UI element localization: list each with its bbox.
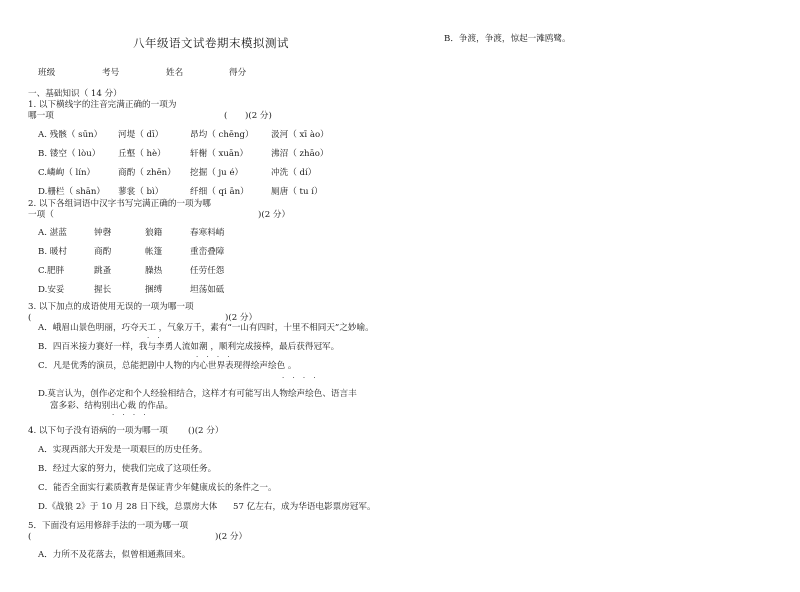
q1-option-c-4: 冲洗（ dí） [271, 168, 317, 178]
q5-option-a: A．力所不及花落去，似曾相通燕回来。 [38, 550, 191, 560]
emphasis-dots: · · [147, 334, 163, 342]
q1-option-d-4: 厕唐（ tu í） [271, 187, 323, 197]
q2-option-c-4: 任劳任怨 [190, 266, 225, 276]
q4-option-c: C．能否全面实行素质教育是保证青少年健康成长的条件之一。 [38, 483, 277, 493]
section-heading: 一、基础知识（ 14 分） [28, 89, 122, 99]
q1-option-c-3: 挖掘（ ju é） [190, 168, 244, 178]
q1-blank: ( [224, 111, 228, 121]
q5-paren: ( [28, 532, 32, 542]
q1-option-a-1: A. 残骸（ sūn） [38, 130, 103, 140]
q1-score: )(2 分) [245, 111, 272, 121]
q1-stem-line1: 1. 以下横线字的注音完满正确的一项为 [28, 100, 177, 110]
q3-score: )(2 分） [225, 313, 258, 323]
q4-option-a: A．实现西部大开发是一项艰巨的历史任务。 [38, 445, 208, 455]
q3-option-c: C．凡是优秀的演员，总能把剧中人物的内心世界表现得绘声绘色 。 [38, 361, 297, 371]
q1-stem-line2: 哪一项 [28, 111, 54, 121]
q1-option-b-4: 沸沼（ zhāo） [271, 149, 329, 159]
q1-option-a-4: 汲河（ xī ào） [271, 130, 329, 140]
q2-stem-line1: 2. 以下各组词语中汉字书写完满正确的一项为哪 [28, 199, 211, 209]
q1-option-d-3: 纤细（ qi ān） [190, 187, 249, 197]
q2-option-c-3: 臊热 [145, 266, 163, 276]
q2-option-b-2: 商酌 [94, 247, 112, 257]
q2-option-d-3: 捆缚 [145, 285, 163, 295]
q2-option-a-3: 狼籍 [145, 228, 163, 238]
name-label: 姓名 [166, 68, 184, 78]
q2-option-a-1: A. 湛蓝 [38, 228, 67, 238]
q1-option-a-2: 河堤（ dī） [118, 130, 164, 140]
q4-option-b: B．经过大家的努力，使我们完成了这项任务。 [38, 464, 217, 474]
emphasis-dots: · · · · [112, 411, 149, 419]
q1-option-c-1: C.嶙峋（ lín） [38, 168, 96, 178]
emphasis-dots: · · · · [196, 353, 233, 361]
q3-option-b: B．四百米接力赛好一样，我与李勇人流如潮 ，顺利完成接棒，最后获得冠军。 [38, 342, 340, 352]
q2-score: )(2 分） [258, 210, 291, 220]
q1-option-a-3: 昂均（ chēng） [190, 130, 254, 140]
q5-stem: 5．下面没有运用修辞手法的一项为哪一项 [28, 521, 189, 531]
q1-option-d-1: D.栅栏（ shān） [38, 187, 106, 197]
q2-option-b-4: 重峦叠障 [190, 247, 225, 257]
id-label: 考号 [102, 68, 120, 78]
class-label: 班级 [38, 68, 56, 78]
q1-option-b-3: 轩榭（ xuān） [190, 149, 249, 159]
q2-option-a-2: 钟磬 [94, 228, 112, 238]
emphasis-dots: · · · · [282, 374, 319, 382]
q1-option-b-1: B. 镂空（ lòu） [38, 149, 101, 159]
q4-option-d-right: 57 亿左右，成为华语电影票房冠军。 [233, 502, 376, 512]
q4-score: ()(2 分） [188, 426, 224, 436]
q1-option-d-2: 蓼裳（ bì） [118, 187, 164, 197]
q1-option-c-2: 商酌（ zhēn） [118, 168, 176, 178]
q2-option-b-3: 帐篷 [145, 247, 163, 257]
q1-option-b-2: 丘壑（ hè） [118, 149, 166, 159]
q2-option-d-1: D.安妥 [38, 285, 65, 295]
right-option-b: B．争渡，争渡，惊起一滩鸥鹭。 [444, 34, 571, 44]
q3-option-d-line2: 富多彩、结构别出心裁 的作品。 [50, 401, 174, 411]
q2-stem-line2: 一项（ [28, 210, 54, 220]
score-label: 得分 [229, 68, 247, 78]
page-title: 八年级语文试卷期末模拟测试 [133, 36, 289, 50]
q2-option-c-1: C.肥胖 [38, 266, 65, 276]
q2-option-c-2: 跳蚤 [94, 266, 112, 276]
q3-paren: ( [28, 313, 32, 323]
q5-score: )(2 分） [215, 532, 248, 542]
q2-option-d-2: 握长 [94, 285, 112, 295]
q2-option-d-4: 坦荡如砥 [190, 285, 225, 295]
q3-option-d-line1: D.莫言认为，创作必定和个人经验相结合，这样才有可能写出人物绘声绘色、语言丰 [38, 389, 357, 399]
q4-option-d-left: D.《战狼 2》于 10 月 28 日下线，总票房大体 [38, 502, 218, 512]
q2-option-a-4: 春寒料峭 [190, 228, 225, 238]
q2-option-b-1: B. 暖村 [38, 247, 67, 257]
q4-stem: 4. 以下句子没有语病的一项为哪一项 [28, 426, 168, 436]
q3-stem: 3. 以下加点的成语使用无误的一项为哪一项 [28, 302, 194, 312]
q3-option-a: A．峨眉山景色明丽，巧夺天工 ，气象万千，素有“一山有四时，十里不相同天”之妙喻。 [38, 323, 374, 333]
